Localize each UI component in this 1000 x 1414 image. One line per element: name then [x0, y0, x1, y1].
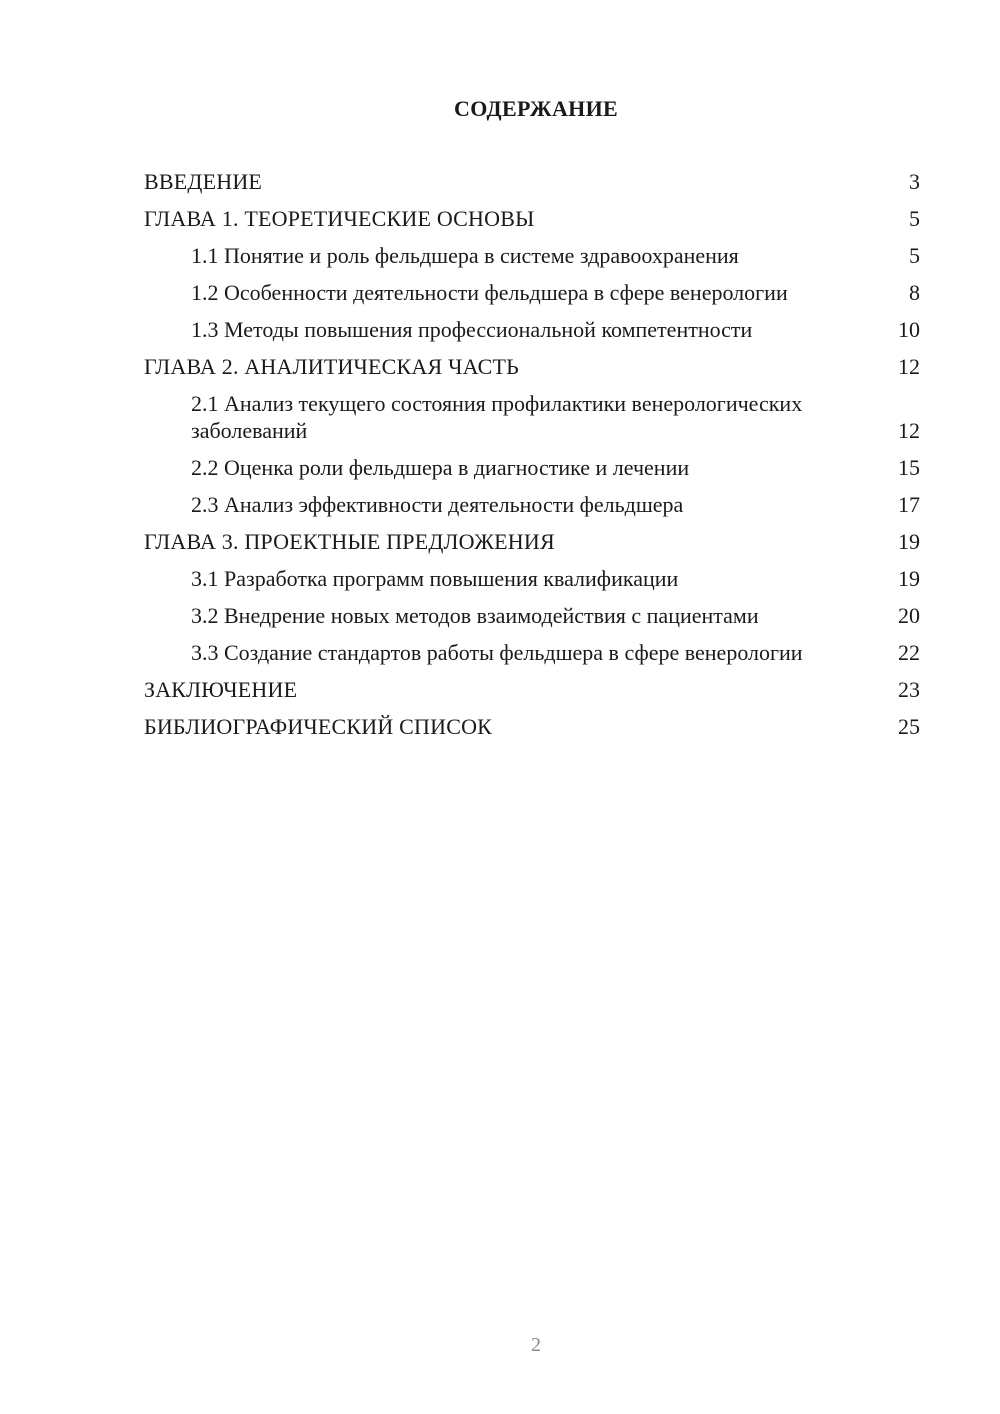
toc-entry-text: 2.3 Анализ эффективности деятельности фельдшера: [191, 492, 684, 517]
toc-entry-text: 1.1 Понятие и роль фельдшера в системе здравоохранения: [191, 243, 739, 268]
toc-entry-page: 20: [898, 603, 920, 628]
toc-entry-section-1-2[interactable]: [144, 279, 920, 306]
toc-entry-text: 1.2 Особенности деятельности фельдшера в сфере венерологии: [191, 280, 788, 305]
toc-entry-text: 3.1 Разработка программ повышения квалификации: [191, 566, 679, 591]
toc-entry-text: БИБЛИОГРАФИЧЕСКИЙ СПИСОК: [144, 714, 493, 739]
toc-entry-text: 3.3 Создание стандартов работы фельдшера в сфере венерологии: [191, 640, 803, 665]
toc-entry-page: 12: [898, 418, 920, 443]
toc-entry-text: ГЛАВА 1. ТЕОРЕТИЧЕСКИЕ ОСНОВЫ: [144, 206, 535, 231]
toc-entry-page: 17: [898, 492, 920, 517]
toc-entry-chapter-2[interactable]: [144, 353, 920, 380]
toc-entry-page: 5: [909, 243, 920, 268]
toc-entry-conclusion[interactable]: [144, 676, 920, 703]
toc-entry-text: ЗАКЛЮЧЕНИЕ: [144, 677, 298, 702]
toc-entry-section-3-2[interactable]: [144, 602, 920, 629]
toc-entry-section-2-2[interactable]: [144, 454, 920, 481]
toc-entry-text: 2.2 Оценка роли фельдшера в диагностике и лечении: [191, 455, 690, 480]
page-title: СОДЕРЖАНИЕ: [454, 96, 618, 121]
toc-entry-section-3-1[interactable]: [144, 565, 920, 592]
toc-entry-page: 15: [898, 455, 920, 480]
toc-entry-page: 25: [898, 714, 920, 739]
toc-entry-section-1-1[interactable]: [144, 242, 920, 269]
table-of-contents: [144, 168, 920, 750]
toc-entry-text: ГЛАВА 2. АНАЛИТИЧЕСКАЯ ЧАСТЬ: [144, 354, 519, 379]
toc-entry-chapter-3[interactable]: [144, 528, 920, 555]
toc-entry-page: 22: [898, 640, 920, 665]
toc-entry-page: 5: [909, 206, 920, 231]
toc-entry-text: 2.1 Анализ текущего состояния профилактики венерологических заболеваний: [191, 391, 803, 443]
toc-entry-section-2-3[interactable]: [144, 491, 920, 518]
toc-entry-text: 1.3 Методы повышения профессиональной компетентности: [191, 317, 753, 342]
toc-entry-page: 10: [898, 317, 920, 342]
toc-entry-section-1-3[interactable]: [144, 316, 920, 343]
toc-entry-introduction[interactable]: [144, 168, 920, 195]
toc-entry-section-3-3[interactable]: [144, 639, 920, 666]
toc-entry-page: 23: [898, 677, 920, 702]
toc-entry-page: 3: [909, 169, 920, 194]
toc-entry-page: 12: [898, 354, 920, 379]
toc-entry-text: 3.2 Внедрение новых методов взаимодействия с пациентами: [191, 603, 759, 628]
toc-entry-page: 19: [898, 529, 920, 554]
toc-entry-section-2-1[interactable]: [144, 390, 920, 444]
toc-entry-chapter-1[interactable]: [144, 205, 920, 232]
toc-entry-bibliography[interactable]: [144, 713, 920, 740]
toc-entry-page: 19: [898, 566, 920, 591]
page-number: 2: [531, 1334, 541, 1356]
toc-entry-text: ГЛАВА 3. ПРОЕКТНЫЕ ПРЕДЛОЖЕНИЯ: [144, 529, 555, 554]
toc-entry-text: ВВЕДЕНИЕ: [144, 169, 263, 194]
toc-entry-page: 8: [909, 280, 920, 305]
